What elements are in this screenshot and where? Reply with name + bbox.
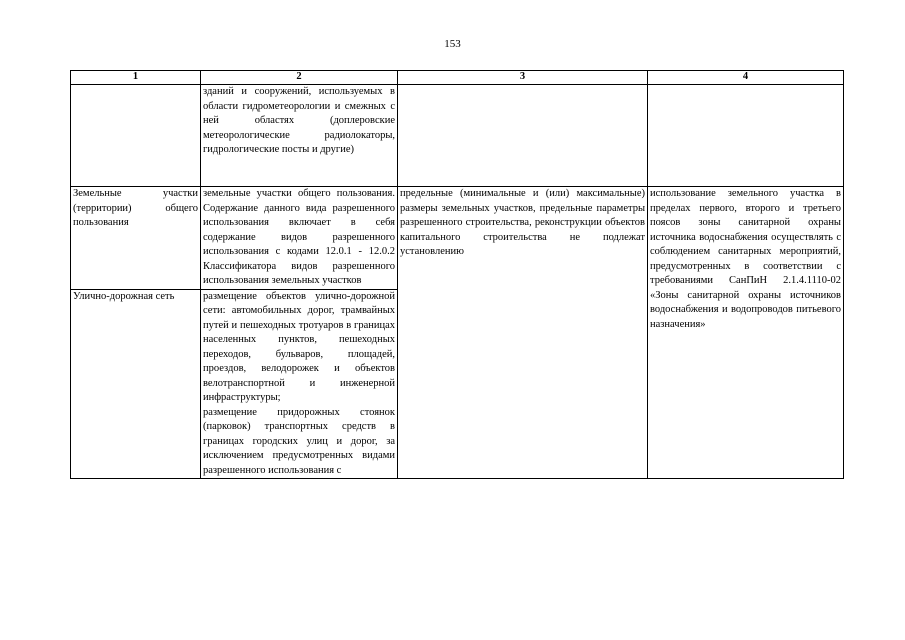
table-header-row — [71, 71, 844, 85]
cell-restrictions — [648, 187, 844, 479]
cell-empty — [71, 85, 201, 187]
cell-street-name: Улично-дорожная сеть — [71, 289, 201, 479]
cell-parameters — [398, 187, 648, 479]
page-number: 153 — [444, 38, 461, 50]
column-header-4: 4 — [648, 71, 844, 85]
table-row-continuation — [71, 85, 844, 187]
table-row-land-common — [71, 187, 844, 290]
cell-land-description: земельные участки общего пользования. Содержание данного вида разрешенного использования включает в себя содержание видов разрешенного использования с кодами 12.0.1 - 12.0.2 Классификатора видов разрешенного использования земельных участков — [201, 187, 398, 290]
cell-empty — [648, 85, 844, 187]
cell-empty — [398, 85, 648, 187]
cell-street-description: размещение объектов улично-дорожной сети: автомобильных дорог, трамвайных путей и пешеходных тротуаров в границах населенных пунктов, пешеходных переходов, бульваров, площадей, проездов, велодорожек и объектов велотранспортной и инженерной инфраструктуры; размещение придорожных стоянок (парковок) транспортных средств в границах городских улиц и дорог, за исключением предусмотренных видами разрешенного использования с — [201, 289, 398, 479]
cell-land-name: Земельные участки (территории) общего пользования — [71, 187, 201, 290]
column-header-1: 1 — [71, 71, 201, 85]
column-header-2: 2 — [201, 71, 398, 85]
parameters-text: предельные (минимальные и (или) максимальные) размеры земельных участков, предельные параметры разрешенного строительства, реконструкции объектов капитального строительства не подлежат установлению — [400, 188, 645, 257]
zoning-table — [70, 70, 844, 479]
column-header-3: 3 — [398, 71, 648, 85]
cell-continuation-text: зданий и сооружений, используемых в области гидрометеорологии и смежных с ней областях (доплеровские метеорологические радиолокаторы, гидрологические посты и другие) — [201, 85, 398, 187]
restrictions-text: использование земельного участка в пределах первого, второго и третьего поясов зоны санитарной охраны источника водоснабжения осуществлять с соблюдением санитарных мероприятий, предусмотренных в соответствии с требованиями СанПиН 2.1.4.1110-02 «Зоны санитарной охраны источников водоснабжения и водопроводов питьевого назначения» — [650, 188, 841, 330]
